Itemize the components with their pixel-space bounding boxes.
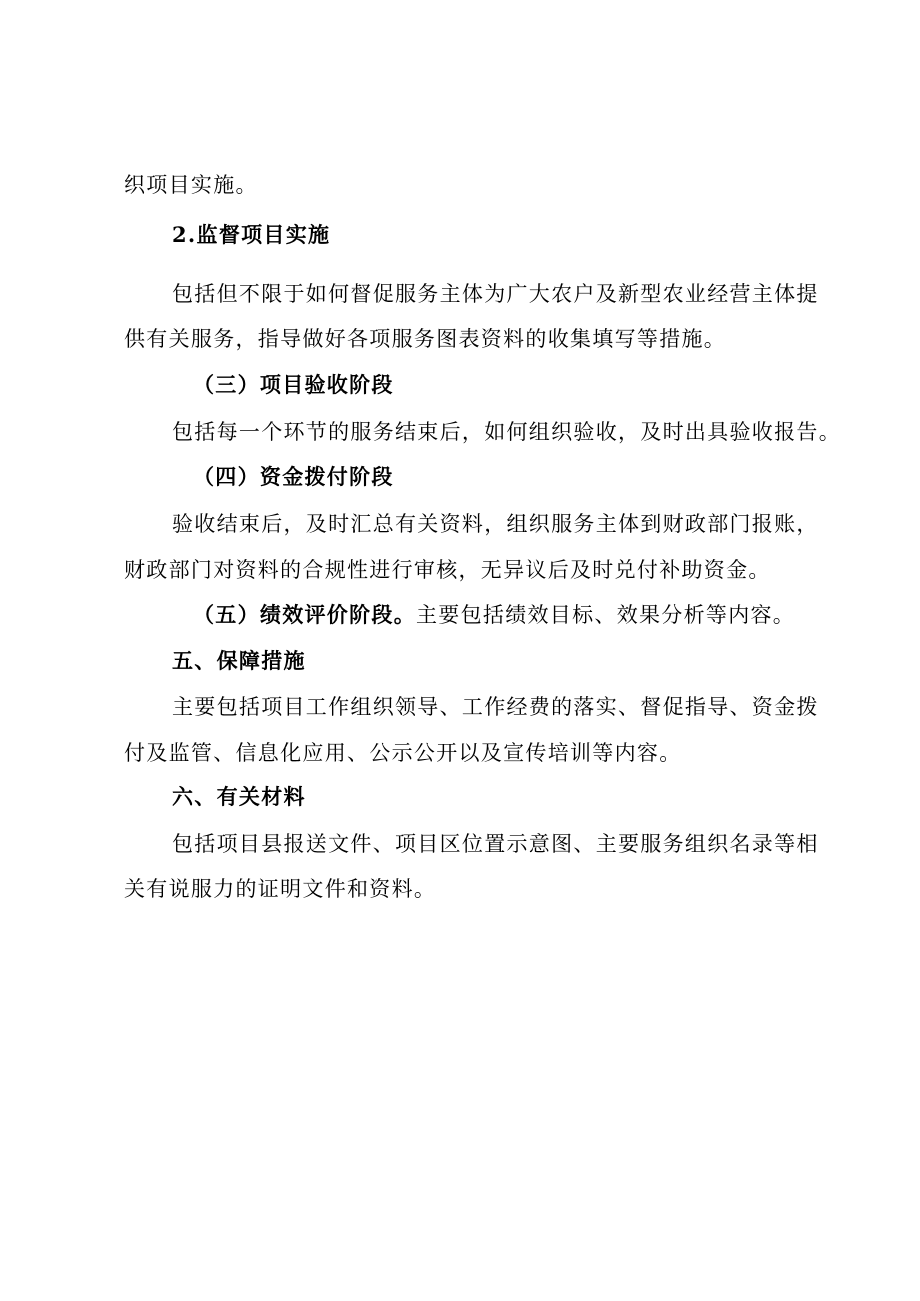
section-heading-materials: 六、有关材料	[172, 784, 306, 809]
section-heading-evaluation: （五）绩效评价阶段。	[193, 602, 416, 627]
paragraph-line: 验收结束后，及时汇总有关资料，组织服务主体到财政部门报账，	[172, 512, 819, 536]
paragraph-line: 包括项目县报送文件、项目区位置示意图、主要服务组织名录等相	[172, 832, 819, 856]
paragraph-line: 包括但不限于如何督促服务主体为广大农户及新型农业经营主体提	[172, 282, 819, 306]
paragraph-line: 主要包括项目工作组织领导、工作经费的落实、督促指导、资金拨	[172, 695, 819, 719]
paragraph-line: 付及监管、信息化应用、公示公开以及宣传培训等内容。	[124, 741, 682, 765]
section-heading-funding: （四）资金拨付阶段	[193, 464, 394, 489]
section-heading-evaluation-line	[193, 600, 795, 630]
section-heading-safeguards: 五、保障措施	[172, 648, 306, 673]
paragraph-line: 包括每一个环节的服务结束后，如何组织验收，及时出具验收报告。	[172, 420, 841, 444]
paragraph-line: 关有说服力的证明文件和资料。	[124, 877, 437, 901]
paragraph-line: 财政部门对资料的合规性进行审核，无异议后及时兑付补助资金。	[124, 558, 771, 582]
paragraph-continuation: 织项目实施。	[124, 173, 258, 197]
section-heading-supervise: 2.监督项目实施	[172, 222, 331, 247]
paragraph-inline: 主要包括绩效目标、效果分析等内容。	[416, 603, 796, 627]
section-heading-acceptance: （三）项目验收阶段	[193, 372, 394, 397]
paragraph-line: 供有关服务，指导做好各项服务图表资料的收集填写等措施。	[124, 327, 727, 351]
